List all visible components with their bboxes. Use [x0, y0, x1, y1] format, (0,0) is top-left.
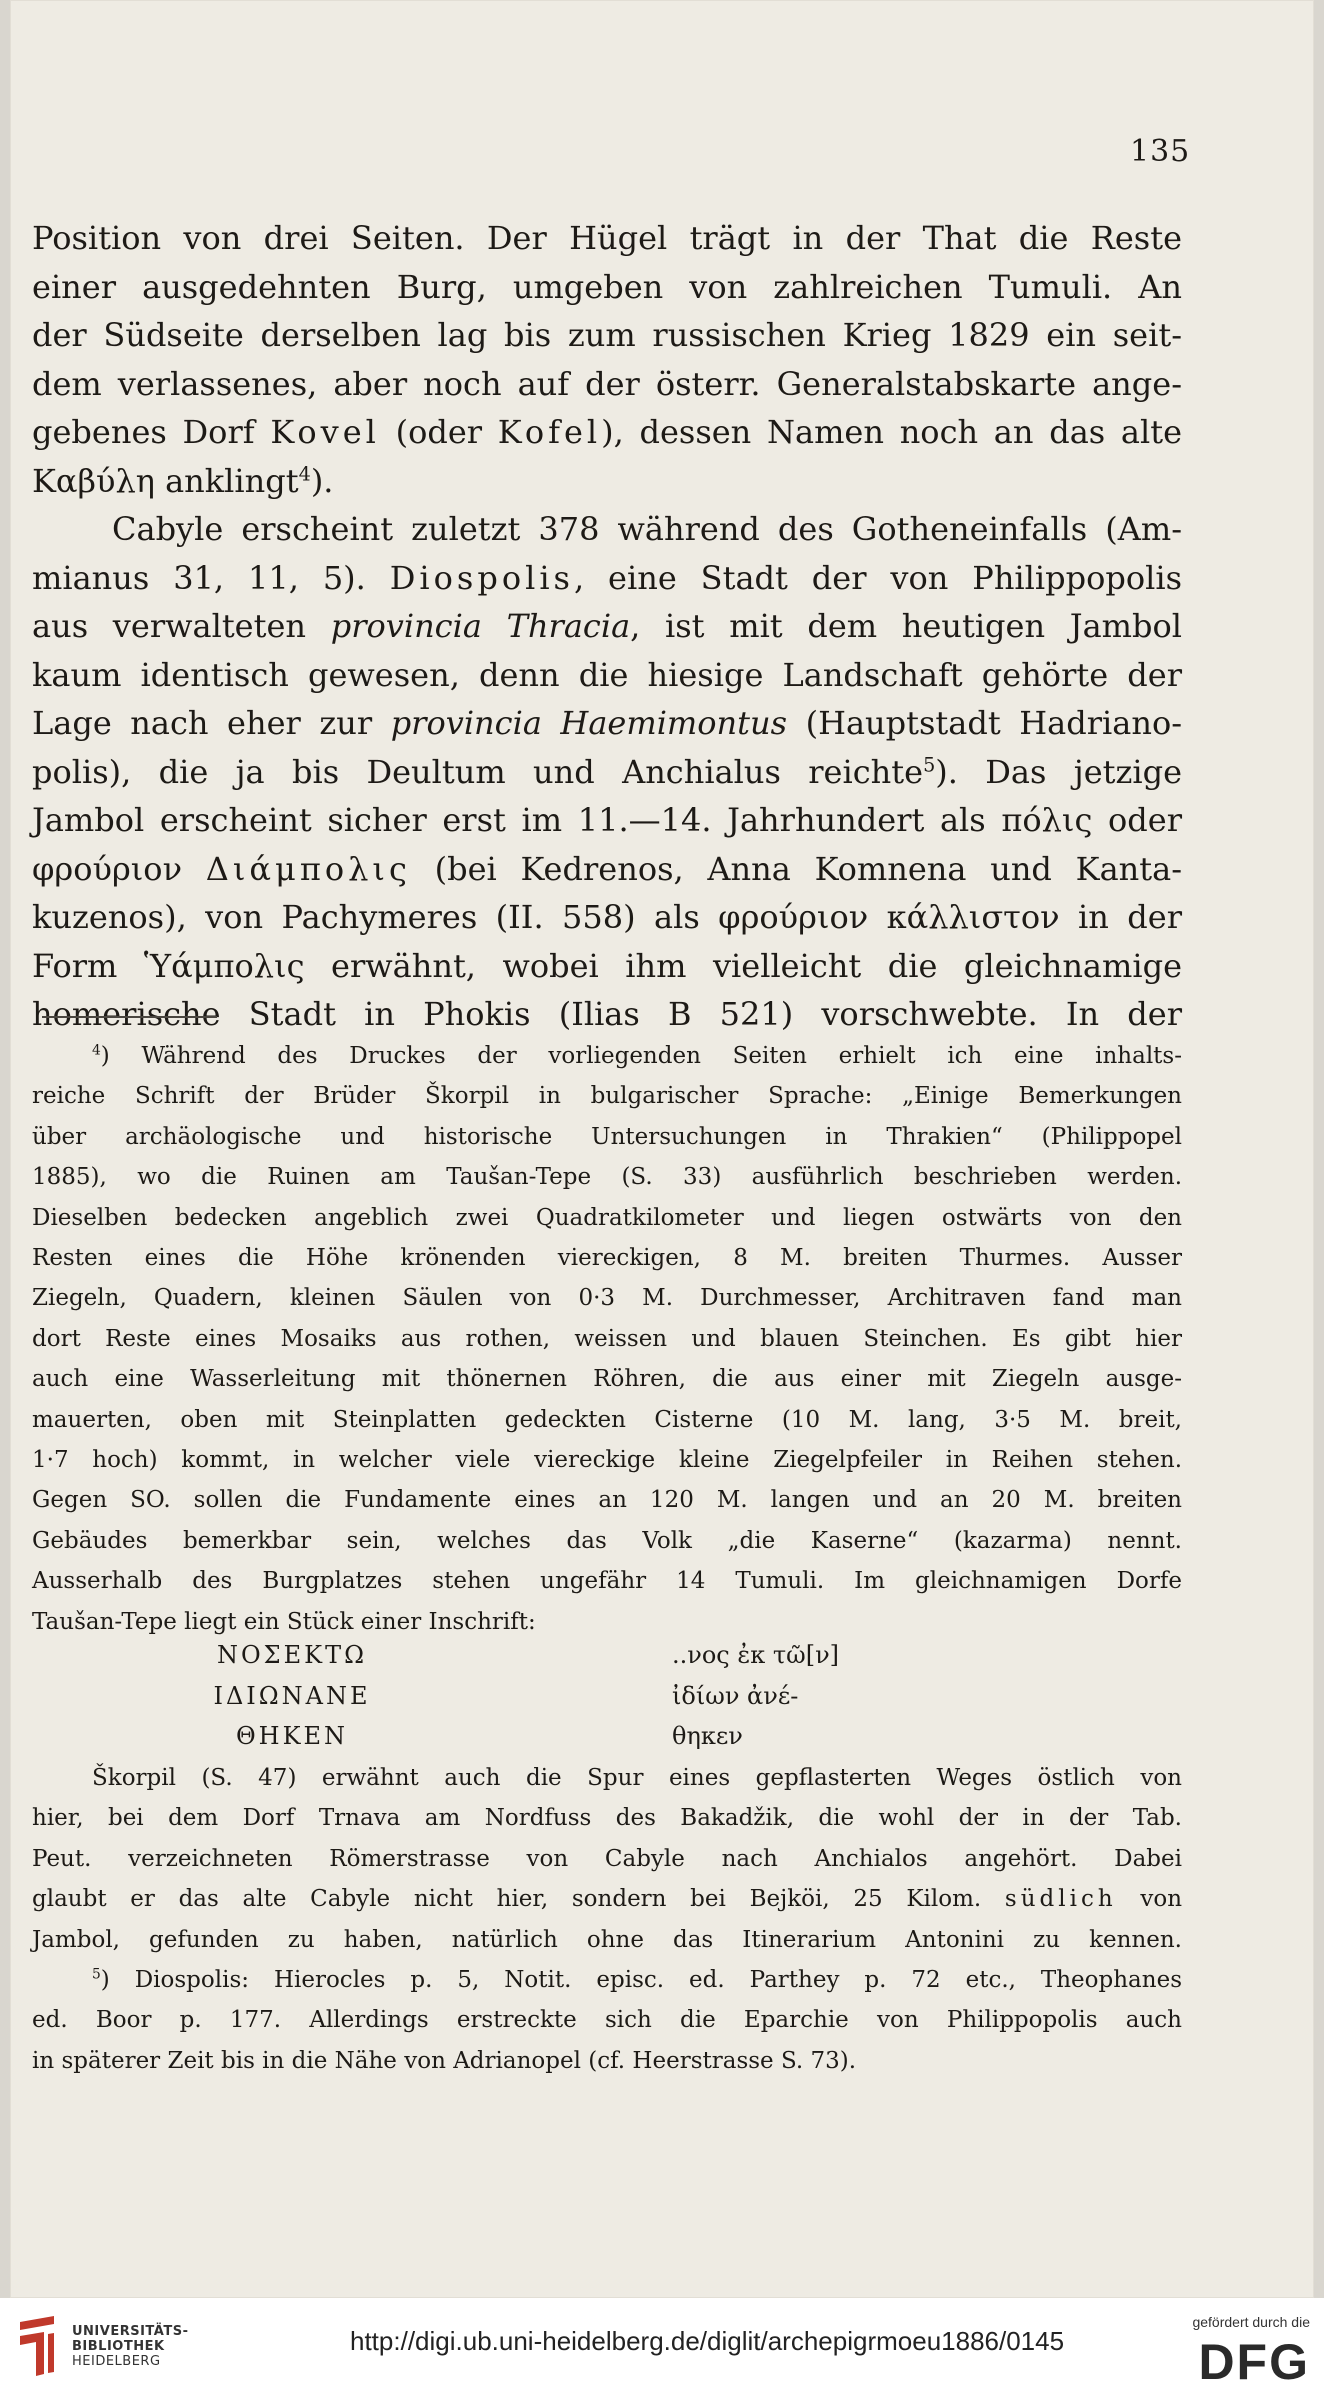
text-span: Form Ὑάμπολις erwähnt, wobei ihm vielleicht die gleichnamige: [32, 946, 1182, 985]
text-line: [32, 845, 1182, 894]
footnote-continuation: [32, 1758, 1182, 2081]
footnote-rule: [42, 1016, 217, 1018]
text-line: [32, 990, 1182, 1039]
main-text: [32, 214, 1182, 1039]
page-number: 135: [1130, 134, 1191, 169]
text-span: aus verwalteten: [32, 607, 331, 645]
text-span: Cabyle erscheint zuletzt 378 während des Gotheneinfalls (Am-: [112, 510, 1182, 548]
text-span: Taušan-Tepe liegt ein Stück einer Inschrift:: [32, 1608, 536, 1635]
text-line: [32, 1117, 1182, 1157]
scanned-page: [10, 0, 1314, 2298]
text-span: Gegen SO. sollen die Fundamente eines an 120 M. langen und an 20 M. breiten: [32, 1487, 1182, 1514]
spaced-word: südlich: [1004, 1886, 1117, 1913]
text-span: (oder: [379, 413, 498, 451]
university-library-logo-icon[interactable]: [14, 2312, 60, 2382]
text-span: polis), die ja bis Deultum und Anchialus reichte: [32, 752, 924, 791]
text-span: Lage nach eher zur: [32, 704, 391, 742]
text-span: Ziegeln, Quadern, kleinen Säulen von 0·3 M. Durchmesser, Architraven fand man: [32, 1285, 1182, 1312]
footnote-mark: 4: [92, 1042, 101, 1059]
inscription-majuscule: ΝΟΣΕΚΤΩ: [217, 1641, 367, 1669]
spaced-word: Kovel: [270, 413, 380, 451]
text-line: [32, 214, 1182, 263]
text-span: , ist mit dem heutigen Jambol: [630, 607, 1182, 645]
text-span: Jambol, gefunden zu haben, natürlich ohne das Itinerarium Antonini zu kennen.: [32, 1926, 1182, 1953]
text-line: [32, 1076, 1182, 1116]
text-line: [32, 554, 1182, 603]
text-line: [32, 1359, 1182, 1399]
inscription-transcription: ..νος ἐκ τῶ[ν]: [672, 1641, 840, 1669]
text-span: ).: [310, 461, 334, 500]
text-span: hier, bei dem Dorf Trnava am Nordfuss des Bakadžik, die wohl der in der Tab.: [32, 1805, 1182, 1832]
text-span: kuzenos), von Pachymeres (II. 558) als φρούριον κάλλιστον in der: [32, 898, 1182, 936]
text-span: , eine Stadt der von Philippopolis: [573, 558, 1183, 597]
text-span: dem verlassenes, aber noch auf der österr. Generalstabskarte ange-: [32, 364, 1182, 403]
library-name-line: BIBLIOTHEK: [72, 2339, 165, 2354]
text-span: 1885), wo die Ruinen am Taušan-Tepe (S. 33) ausführlich beschrieben werden.: [32, 1164, 1182, 1191]
text-line: [32, 1758, 1182, 1798]
text-line: [32, 602, 1182, 651]
text-span: (bei Kedrenos, Anna Komnena und Kanta-: [410, 849, 1183, 888]
text-span: dort Reste eines Mosaiks aus rothen, weissen und blauen Steinchen. Es gibt hier: [32, 1325, 1182, 1352]
text-line: [32, 1798, 1182, 1838]
text-span: ) Während des Druckes der vorliegenden Seiten erhielt ich eine inhalts-: [100, 1043, 1182, 1069]
text-line: [32, 311, 1182, 360]
text-line: [32, 748, 1182, 797]
inscription-row: [32, 1635, 1182, 1676]
text-line: [32, 1157, 1182, 1197]
text-span: 1·7 hoch) kommt, in welcher viele viereckige kleine Ziegelpfeiler in Reihen stehen.: [32, 1447, 1182, 1474]
footnote-4: [32, 1036, 1182, 1642]
text-span: der Südseite derselben lag bis zum russischen Krieg 1829 ein seit-: [32, 316, 1182, 354]
text-line: [32, 263, 1182, 312]
text-span: Jambol erscheint sicher erst im 11.—14. Jahrhundert als πόλις oder: [32, 801, 1182, 839]
text-span: ed. Boor p. 177. Allerdings erstreckte sich die Eparchie von Philippopolis auch: [32, 2007, 1182, 2034]
text-span: Škorpil (S. 47) erwähnt auch die Spur eines gepflasterten Weges östlich von: [92, 1765, 1182, 1791]
text-span: homerische Stadt in Phokis (Ilias B 521) vorschwebte. In der: [32, 995, 1182, 1033]
library-name-line: HEIDELBERG: [72, 2354, 161, 2369]
text-line: [32, 796, 1182, 845]
dfg-logo[interactable]: DFG: [1198, 2334, 1310, 2390]
italic-term: provincia Thracia: [330, 607, 631, 645]
footnote-ref: 4: [298, 461, 311, 485]
footnote-ref: 5: [923, 752, 936, 776]
text-span: über archäologische und historische Untersuchungen in Thrakien“ (Philippopel: [32, 1123, 1182, 1150]
text-line: [32, 1920, 1182, 1960]
text-line: [32, 457, 1182, 506]
text-span: glaubt er das alte Cabyle nicht hier, sondern bei Bejköi, 25 Kilom.: [32, 1886, 1005, 1913]
text-line: [32, 360, 1182, 409]
text-span: mianus 31, 11, 5).: [32, 558, 390, 597]
text-line: [32, 1879, 1182, 1919]
text-line: [32, 1960, 1182, 2000]
text-line: [32, 651, 1182, 700]
text-line: [32, 1440, 1182, 1480]
text-span: kaum identisch gewesen, denn die hiesige Landschaft gehörte der: [32, 655, 1182, 694]
footnote-mark: 5: [92, 1966, 101, 1983]
text-span: Peut. verzeichneten Römerstrasse von Cabyle nach Anchialos angehört. Dabei: [32, 1845, 1182, 1872]
text-line: [32, 942, 1182, 991]
inscription-transcription: ἰδίων ἀνέ-: [672, 1681, 799, 1710]
text-line: [32, 1238, 1182, 1278]
text-line: [32, 893, 1182, 942]
inscription-majuscule: ΙΔΙΩΝΑΝΕ: [213, 1681, 371, 1710]
text-span: Καβύλη anklingt: [32, 461, 299, 500]
text-line: [32, 2041, 1182, 2081]
viewer-footer: [0, 2298, 1324, 2398]
library-name-line: UNIVERSITÄTS-: [72, 2324, 189, 2339]
inscription-row: [32, 1676, 1182, 1717]
text-span: auch eine Wasserleitung mit thönernen Röhren, die aus einer mit Ziegeln ausge-: [32, 1366, 1182, 1393]
text-line: [32, 1400, 1182, 1440]
text-line: [32, 408, 1182, 457]
text-line: [32, 699, 1182, 748]
italic-term: provincia Haemimontus: [390, 704, 788, 742]
text-line: [32, 2000, 1182, 2040]
text-span: Gebäudes bemerkbar sein, welches das Volk „die Kaserne“ (kazarma) nennt.: [32, 1527, 1182, 1554]
text-line: [32, 1561, 1182, 1601]
text-line: [32, 1521, 1182, 1561]
text-span: mauerten, oben mit Steinplatten gedeckten Cisterne (10 M. lang, 3·5 M. breit,: [32, 1406, 1182, 1433]
spaced-word: Διάμπολις: [205, 849, 411, 888]
dfg-caption: gefördert durch die: [1192, 2314, 1310, 2330]
text-line: [32, 1278, 1182, 1318]
text-span: φρούριον: [32, 849, 206, 888]
text-span: ) Diospolis: Hierocles p. 5, Notit. episc. ed. Parthey p. 72 etc., Theophanes: [100, 1967, 1182, 1994]
permalink-url[interactable]: http://digi.ub.uni-heidelberg.de/diglit/archepigrmoeu1886/0145: [350, 2326, 1065, 2356]
text-span: ), dessen Namen noch an das alte: [601, 413, 1183, 451]
text-span: Ausserhalb des Burgplatzes stehen ungefähr 14 Tumuli. Im gleichnamigen Dorfe: [32, 1568, 1182, 1595]
text-span: (Hauptstadt Hadriano-: [787, 704, 1183, 742]
text-span: reiche Schrift der Brüder Škorpil in bulgarischer Sprache: „Einige Bemerkungen: [32, 1083, 1182, 1110]
text-span: gebenes Dorf: [32, 413, 271, 451]
text-line: [32, 1036, 1182, 1076]
library-name[interactable]: [72, 2324, 188, 2369]
text-span: Dieselben bedecken angeblich zwei Quadratkilometer und liegen ostwärts von den: [32, 1204, 1182, 1231]
inscription-transcription: θηκεν: [672, 1722, 743, 1751]
text-span: Resten eines die Höhe krönenden viereckigen, 8 M. breiten Thurmes. Ausser: [32, 1245, 1182, 1272]
text-span: einer ausgedehnten Burg, umgeben von zahlreichen Tumuli. An: [32, 267, 1182, 306]
text-line: [32, 1319, 1182, 1359]
inscription: [32, 1635, 1182, 1757]
text-line: [32, 1480, 1182, 1520]
text-line: [32, 1839, 1182, 1879]
text-span: Position von drei Seiten. Der Hügel trägt in der That die Reste: [32, 219, 1182, 257]
spaced-word: Diospolis: [389, 558, 574, 597]
inscription-majuscule: ΘΗΚΕΝ: [235, 1722, 349, 1751]
spaced-word: Kofel: [497, 413, 602, 451]
text-span: ). Das jetzige: [935, 752, 1183, 791]
text-span: in späterer Zeit bis in die Nähe von Adrianopel (cf. Heerstrasse S. 73).: [32, 2047, 857, 2074]
inscription-row: [32, 1716, 1182, 1757]
text-line: [32, 1198, 1182, 1238]
text-span: von: [1116, 1886, 1183, 1913]
text-line: [32, 505, 1182, 554]
